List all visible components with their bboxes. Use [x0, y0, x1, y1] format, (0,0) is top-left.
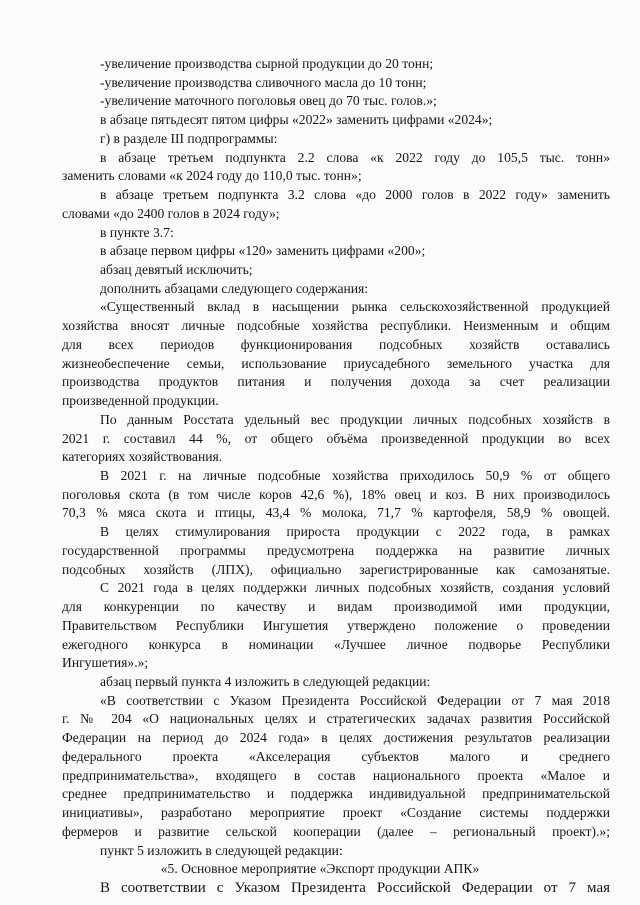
text-line: производства продуктов питания и получения дохода за счет реализации	[62, 374, 610, 389]
text-line: хозяйства вносят личные подсобные хозяйства республики. Неизменным и общим	[62, 318, 610, 333]
text-line: фермеров и развитие сельской кооперации (далее – региональный проект).»;	[62, 824, 610, 839]
text-line: 2021 г. составил 44 %, от общего объёма произведенной продукции во всех	[62, 431, 610, 446]
text-line: По данным Росстата удельный вес продукции личных подсобных хозяйств в	[100, 412, 610, 427]
text-line: в абзаце третьем подпункта 3.2 слова «до 2000 голов в 2022 году» заменить	[100, 187, 610, 202]
text-line: жизнеобеспечение семьи, использование приусадебного земельного участка для	[62, 356, 610, 371]
text-line: категориях хозяйствования.	[62, 449, 223, 464]
text-line: ежегодного конкурса в номинации «Лучшее личное подворье Республики	[62, 637, 610, 652]
text-line: -увеличение производства сливочного масла до 10 тонн;	[100, 75, 427, 90]
text-line: в пункте 3.7:	[100, 225, 174, 240]
text-line: в абзаце первом цифры «120» заменить цифрами «200»;	[100, 243, 426, 258]
text-line: для конкуренции по качеству и видам производимой ими продукции,	[62, 599, 610, 614]
text-line: В соответствии с Указом Президента Российской Федерации от 7 мая	[100, 880, 610, 896]
text-line: «Существенный вклад в насыщении рынка сельскохозяйственной продукцией	[100, 299, 610, 314]
text-line: абзац девятый исключить;	[100, 262, 253, 277]
text-line: федерального проекта «Акселерация субъектов малого и среднего	[62, 749, 610, 764]
text-line: заменить словами «к 2024 году до 110,0 тыс. тонн»;	[62, 168, 362, 183]
text-line: поголовья скота (в том числе коров 42,6 %), 18% овец и коз. В них производилось	[62, 487, 610, 502]
text-line: Правительством Республики Ингушетия утверждено положение о проведении	[62, 618, 610, 633]
text-line: В целях стимулирования прироста продукции с 2022 года, в рамках	[100, 524, 610, 539]
text-line: -увеличение маточного поголовья овец до 70 тыс. голов.»;	[100, 93, 437, 108]
section-heading: «5. Основное мероприятие «Экспорт продукции АПК»	[160, 861, 480, 876]
text-line: предпринимательства», входящего в состав национального проекта «Малое и	[62, 768, 610, 783]
text-line: словами «до 2400 голов в 2024 году»;	[62, 206, 280, 221]
text-line: С 2021 года в целях поддержки личных подсобных хозяйств, создания условий	[100, 580, 610, 595]
text-line: в абзаце третьем подпункта 2.2 слова «к 2022 году до 105,5 тыс. тонн»	[100, 150, 610, 165]
text-line: г) в разделе III подпрограммы:	[100, 131, 278, 146]
text-line: абзац первый пункта 4 изложить в следующей редакции:	[100, 674, 431, 689]
text-line: Ингушетия».»;	[62, 655, 149, 670]
text-line: инициативы», разработано мероприятие проект «Создание системы поддержки	[62, 805, 610, 820]
text-line: дополнить абзацами следующего содержания:	[100, 281, 369, 296]
text-line: произведенной продукции.	[62, 393, 219, 408]
text-line: -увеличение производства сырной продукции до 20 тонн;	[100, 56, 434, 71]
text-line: подсобных хозяйств (ЛПХ), официально зарегистрированные как самозанятые.	[62, 562, 610, 577]
text-line: пункт 5 изложить в следующей редакции:	[100, 843, 343, 858]
text-line: 70,3 % мяса скота и птицы, 43,4 % молока, 71,7 % картофеля, 58,9 % овощей.	[62, 505, 610, 520]
text-line: в абзаце пятьдесят пятом цифры «2022» заменить цифрами «2024»;	[100, 112, 493, 127]
text-line: В 2021 г. на личные подсобные хозяйства приходилось 50,9 % от общего	[100, 468, 610, 483]
text-line: государственной программы предусмотрена поддержка на развитие личных	[62, 543, 610, 558]
text-line: «В соответствии с Указом Президента Российской Федерации от 7 мая 2018	[100, 693, 610, 708]
text-line: г. № 204 «О национальных целях и стратегических задачах развития Российской	[62, 711, 610, 726]
text-line: Федерации на период до 2024 года» в целях достижения результатов реализации	[62, 730, 610, 745]
text-line: для всех периодов функционирования подсобных хозяйств оставались	[62, 337, 610, 352]
text-line: среднее предпринимательство и поддержка индивидуальной предпринимательской	[62, 786, 610, 801]
